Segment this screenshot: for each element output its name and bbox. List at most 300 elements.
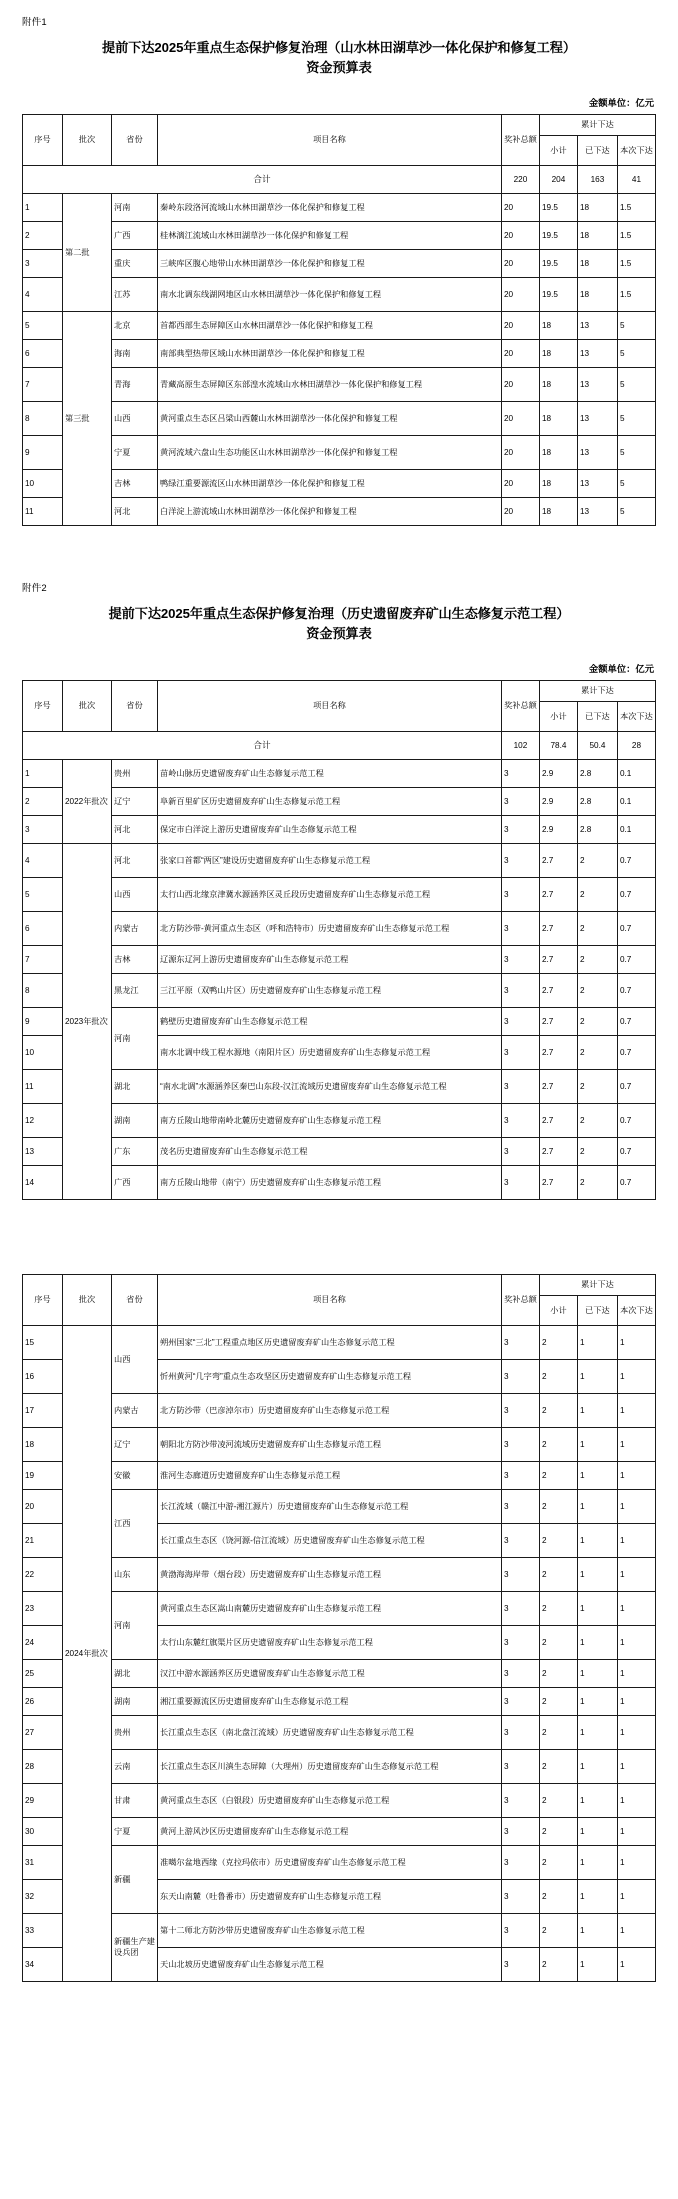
cell-this-time: 1 [617,1591,655,1625]
total-subtotal: 204 [539,165,577,193]
cell-total: 3 [501,1359,539,1393]
cell-already: 1 [577,1523,617,1557]
table-row [23,469,656,497]
cell-total: 3 [501,945,539,973]
cell-batch: 2022年批次 [63,759,112,843]
cell-province: 贵州 [112,1715,158,1749]
cell-this-time: 1 [617,1427,655,1461]
cell-total: 3 [501,1625,539,1659]
total-subtotal: 78.4 [539,731,577,759]
cell-province: 宁夏 [112,1817,158,1845]
cell-subtotal: 18 [539,435,577,469]
cell-project: “南水北调”水源涵养区秦巴山东段-汉江流域历史遗留废弃矿山生态修复示范工程 [158,1069,502,1103]
cell-province: 河南 [112,1591,158,1659]
cell-total: 3 [501,1783,539,1817]
cell-already: 1 [577,1393,617,1427]
cell-province: 青海 [112,367,158,401]
table-row [23,945,656,973]
cell-already: 1 [577,1325,617,1359]
cell-already: 1 [577,1947,617,1981]
cell-already: 2 [577,1035,617,1069]
table-row [23,759,656,787]
cell-subtotal: 2.7 [539,1007,577,1035]
cell-project: 首都西部生态屏障区山水林田湖草沙一体化保护和修复工程 [158,311,502,339]
cell-no: 18 [23,1427,63,1461]
cell-province: 湖北 [112,1659,158,1687]
cell-project: 南水北调东线湖网地区山水林田湖草沙一体化保护和修复工程 [158,277,502,311]
cell-no: 3 [23,249,63,277]
cell-already: 1 [577,1359,617,1393]
cell-project: 茂名历史遗留废弃矿山生态修复示范工程 [158,1137,502,1165]
cell-this-time: 0.7 [617,1165,655,1199]
cell-this-time: 0.7 [617,877,655,911]
table-row [23,221,656,249]
cell-total: 3 [501,1393,539,1427]
cell-this-time: 1 [617,1461,655,1489]
cell-already: 2 [577,911,617,945]
cell-already: 1 [577,1489,617,1523]
table-body-2 [23,731,656,1199]
total-already: 163 [577,165,617,193]
attachment-section-2 [22,566,656,1200]
cell-subtotal: 2.9 [539,787,577,815]
cell-this-time: 1 [617,1523,655,1557]
cell-no: 1 [23,759,63,787]
cell-project: 汉江中游水源涵养区历史遗留废弃矿山生态修复示范工程 [158,1659,502,1687]
cell-no: 22 [23,1557,63,1591]
cell-project: 朔州国家“三北”工程重点地区历史遗留废弃矿山生态修复示范工程 [158,1325,502,1359]
cell-project: 长江重点生态区川滇生态屏障（大理州）历史遗留废弃矿山生态修复示范工程 [158,1749,502,1783]
cell-subtotal: 2 [539,1783,577,1817]
cell-this-time: 0.7 [617,911,655,945]
cell-project: 白洋淀上游流域山水林田湖草沙一体化保护和修复工程 [158,497,502,525]
cell-this-time: 1 [617,1659,655,1687]
cell-province: 吉林 [112,945,158,973]
cell-no: 9 [23,1007,63,1035]
cell-subtotal: 18 [539,339,577,367]
cell-subtotal: 2 [539,1489,577,1523]
col-header-project: 项目名称 [158,680,502,731]
cell-project: 黄河流域六盘山生态功能区山水林田湖草沙一体化保护和修复工程 [158,435,502,469]
unit-note-2: 金额单位：亿元 [588,663,654,674]
cell-no: 31 [23,1845,63,1879]
cell-this-time: 1 [617,1913,655,1947]
page-break-spacer [22,1200,656,1274]
table-row [23,1165,656,1199]
cell-subtotal: 2.7 [539,1165,577,1199]
cell-province: 山西 [112,401,158,435]
col-header-batch: 批次 [63,114,112,165]
table-row [23,1591,656,1625]
cell-total: 3 [501,1715,539,1749]
cell-total: 3 [501,1035,539,1069]
cell-subtotal: 2.7 [539,1035,577,1069]
cell-subtotal: 2.7 [539,945,577,973]
table-header-2 [23,680,656,731]
cell-batch: 2024年批次 [63,1325,112,1981]
cell-total: 3 [501,1845,539,1879]
attachment-section-1 [22,0,656,526]
cell-province: 河北 [112,497,158,525]
cell-project: 第十二师北方防沙带历史遗留废弃矿山生态修复示范工程 [158,1913,502,1947]
cell-province: 河南 [112,1007,158,1069]
cell-this-time: 0.7 [617,973,655,1007]
table-row [23,277,656,311]
table-row [23,1687,656,1715]
cell-already: 2 [577,1007,617,1035]
cell-no: 8 [23,973,63,1007]
cell-already: 13 [577,367,617,401]
cell-this-time: 1 [617,1817,655,1845]
cell-total: 3 [501,1817,539,1845]
attachment-label-1: 附件1 [22,17,47,28]
cell-this-time: 0.7 [617,1069,655,1103]
cell-no: 11 [23,1069,63,1103]
cell-project: 辽源东辽河上游历史遗留废弃矿山生态修复示范工程 [158,945,502,973]
cell-already: 1 [577,1879,617,1913]
cell-no: 7 [23,945,63,973]
cell-subtotal: 2 [539,1591,577,1625]
table-row [23,249,656,277]
cell-subtotal: 2.9 [539,759,577,787]
cell-project: 北方防沙带-黄河重点生态区（呼和浩特市）历史遗留废弃矿山生态修复示范工程 [158,911,502,945]
cell-batch: 2023年批次 [63,843,112,1199]
col-header-this-time: 本次下达 [617,135,655,165]
cell-this-time: 0.7 [617,945,655,973]
cell-no: 16 [23,1359,63,1393]
cell-this-time: 0.7 [617,1035,655,1069]
cell-subtotal: 2 [539,1427,577,1461]
cell-province: 江苏 [112,277,158,311]
cell-batch: 第二批 [63,193,112,311]
cell-no: 34 [23,1947,63,1981]
title-line-2: 资金预算表 [306,626,372,642]
cell-subtotal: 18 [539,469,577,497]
cell-this-time: 1 [617,1325,655,1359]
cell-already: 1 [577,1715,617,1749]
cell-no: 3 [23,815,63,843]
cell-this-time: 0.7 [617,843,655,877]
total-amount: 102 [501,731,539,759]
cell-province: 江西 [112,1489,158,1557]
cell-project: 南部典型热带区域山水林田湖草沙一体化保护和修复工程 [158,339,502,367]
cell-no: 28 [23,1749,63,1783]
cell-already: 1 [577,1687,617,1715]
cell-province: 河北 [112,815,158,843]
cell-province: 辽宁 [112,787,158,815]
cell-already: 13 [577,311,617,339]
col-header-cumulative: 累计下达 [539,1274,655,1295]
cell-total: 3 [501,1165,539,1199]
cell-already: 1 [577,1461,617,1489]
cell-subtotal: 18 [539,401,577,435]
cell-this-time: 0.1 [617,815,655,843]
cell-no: 20 [23,1489,63,1523]
cell-already: 1 [577,1845,617,1879]
cell-this-time: 1 [617,1359,655,1393]
cell-no: 9 [23,435,63,469]
cell-already: 1 [577,1913,617,1947]
cell-already: 18 [577,193,617,221]
cell-already: 1 [577,1783,617,1817]
cell-province: 新疆 [112,1845,158,1913]
cell-subtotal: 2 [539,1557,577,1591]
col-header-cumulative: 累计下达 [539,114,655,135]
cell-subtotal: 2.7 [539,911,577,945]
cell-total: 3 [501,973,539,1007]
cell-already: 18 [577,221,617,249]
cell-already: 2.8 [577,787,617,815]
section-spacer [22,526,656,566]
cell-already: 13 [577,339,617,367]
cell-no: 5 [23,877,63,911]
table-row [23,1393,656,1427]
table-row [23,435,656,469]
col-header-total: 奖补总额 [501,1274,539,1325]
total-label: 合计 [23,731,502,759]
cell-already: 13 [577,469,617,497]
cell-no: 1 [23,193,63,221]
table-body-1 [23,165,656,525]
cell-total: 20 [501,221,539,249]
cell-subtotal: 19.5 [539,193,577,221]
col-header-batch: 批次 [63,1274,112,1325]
table-row [23,1817,656,1845]
table-row [23,367,656,401]
cell-already: 2 [577,843,617,877]
cell-province: 河北 [112,843,158,877]
cell-already: 1 [577,1591,617,1625]
table-row [23,1557,656,1591]
cell-no: 17 [23,1393,63,1427]
cell-this-time: 1.5 [617,249,655,277]
cell-province: 北京 [112,311,158,339]
cell-project: 长江重点生态区（南北盘江流域）历史遗留废弃矿山生态修复示范工程 [158,1715,502,1749]
cell-subtotal: 2 [539,1845,577,1879]
table-row [23,1325,656,1359]
col-header-subtotal: 小计 [539,135,577,165]
table-row [23,973,656,1007]
cell-already: 2.8 [577,815,617,843]
cell-total: 20 [501,311,539,339]
cell-already: 1 [577,1659,617,1687]
table-row [23,1069,656,1103]
cell-total: 3 [501,1749,539,1783]
cell-subtotal: 19.5 [539,277,577,311]
cell-this-time: 1 [617,1879,655,1913]
cell-total: 3 [501,1947,539,1981]
cell-no: 21 [23,1523,63,1557]
table-row [23,311,656,339]
unit-note-1: 金额单位：亿元 [588,97,654,108]
cell-province: 甘肃 [112,1783,158,1817]
cell-no: 6 [23,911,63,945]
cell-total: 3 [501,1523,539,1557]
cell-province: 新疆生产建设兵团 [112,1913,158,1981]
cell-this-time: 1 [617,1947,655,1981]
cell-province: 内蒙古 [112,1393,158,1427]
table-row [23,877,656,911]
table-row [23,1103,656,1137]
total-this-time: 28 [617,731,655,759]
cell-subtotal: 2 [539,1625,577,1659]
cell-total: 3 [501,843,539,877]
cell-project: 太行山西北缘京津冀水源涵养区灵丘段历史遗留废弃矿山生态修复示范工程 [158,877,502,911]
cell-subtotal: 2 [539,1715,577,1749]
cell-this-time: 0.7 [617,1137,655,1165]
cell-subtotal: 2.7 [539,1103,577,1137]
cell-no: 33 [23,1913,63,1947]
col-header-no: 序号 [23,114,63,165]
cell-project: 三峡库区腹心地带山水林田湖草沙一体化保护和修复工程 [158,249,502,277]
table-row [23,843,656,877]
cell-no: 2 [23,787,63,815]
cell-project: 保定市白洋淀上游历史遗留废弃矿山生态修复示范工程 [158,815,502,843]
table-row [23,1659,656,1687]
cell-this-time: 1.5 [617,221,655,249]
cell-already: 13 [577,401,617,435]
cell-province: 安徽 [112,1461,158,1489]
cell-province: 海南 [112,339,158,367]
col-header-no: 序号 [23,680,63,731]
cell-already: 1 [577,1427,617,1461]
cell-no: 32 [23,1879,63,1913]
title-line-1: 提前下达2025年重点生态保护修复治理（山水林田湖草沙一体化保护和修复工程） [102,40,576,55]
cell-this-time: 5 [617,339,655,367]
cell-this-time: 1 [617,1715,655,1749]
col-header-subtotal: 小计 [539,701,577,731]
table-row [23,1749,656,1783]
cell-already: 13 [577,435,617,469]
cell-province: 辽宁 [112,1427,158,1461]
cell-this-time: 1 [617,1687,655,1715]
cell-this-time: 1 [617,1749,655,1783]
table-row [23,1461,656,1489]
cell-subtotal: 2 [539,1359,577,1393]
cell-project: 东天山南麓（吐鲁番市）历史遗留废弃矿山生态修复示范工程 [158,1879,502,1913]
col-header-province: 省份 [112,680,158,731]
cell-total: 3 [501,1557,539,1591]
cell-no: 10 [23,1035,63,1069]
cell-no: 24 [23,1625,63,1659]
cell-total: 3 [501,1489,539,1523]
cell-this-time: 1.5 [617,193,655,221]
col-header-province: 省份 [112,1274,158,1325]
cell-no: 23 [23,1591,63,1625]
cell-this-time: 0.7 [617,1007,655,1035]
col-header-this-time: 本次下达 [617,1295,655,1325]
table-row [23,911,656,945]
cell-this-time: 5 [617,435,655,469]
col-header-batch: 批次 [63,680,112,731]
cell-subtotal: 2.7 [539,1137,577,1165]
cell-this-time: 5 [617,367,655,401]
cell-project: 长江流域（赣江中游-湘江源片）历史遗留废弃矿山生态修复示范工程 [158,1489,502,1523]
cell-no: 11 [23,497,63,525]
cell-no: 12 [23,1103,63,1137]
cell-already: 2 [577,1069,617,1103]
attachment-section-3 [22,1274,656,1982]
cell-this-time: 5 [617,469,655,497]
cell-total: 3 [501,815,539,843]
cell-this-time: 0.1 [617,759,655,787]
cell-total: 3 [501,1591,539,1625]
cell-total: 3 [501,1069,539,1103]
cell-project: 淮河生态廊道历史遗留废弃矿山生态修复示范工程 [158,1461,502,1489]
cell-total: 3 [501,1137,539,1165]
table-row [23,193,656,221]
cell-no: 7 [23,367,63,401]
cell-no: 4 [23,843,63,877]
cell-total: 20 [501,435,539,469]
cell-total: 20 [501,469,539,497]
cell-batch: 第三批 [63,311,112,525]
cell-already: 18 [577,249,617,277]
cell-province: 湖北 [112,1069,158,1103]
table-row [23,1913,656,1947]
table-body-3 [23,1325,656,1981]
cell-subtotal: 18 [539,367,577,401]
cell-already: 1 [577,1625,617,1659]
cell-total: 3 [501,1007,539,1035]
cell-total: 3 [501,911,539,945]
cell-subtotal: 2 [539,1523,577,1557]
cell-total: 3 [501,1461,539,1489]
cell-province: 河南 [112,193,158,221]
cell-no: 8 [23,401,63,435]
cell-subtotal: 2 [539,1461,577,1489]
budget-table-3 [22,1274,656,1982]
document-title-1 [22,30,656,81]
cell-province: 山东 [112,1557,158,1591]
cell-this-time: 5 [617,401,655,435]
bottom-spacer [22,1982,656,1996]
cell-subtotal: 19.5 [539,249,577,277]
col-header-already: 已下达 [577,701,617,731]
cell-total: 3 [501,1879,539,1913]
col-header-province: 省份 [112,114,158,165]
cell-project: 湘江重要源流区历史遗留废弃矿山生态修复示范工程 [158,1687,502,1715]
cell-subtotal: 18 [539,497,577,525]
cell-no: 13 [23,1137,63,1165]
table-row [23,1137,656,1165]
cell-total: 3 [501,1659,539,1687]
cell-this-time: 1 [617,1783,655,1817]
total-row-2 [23,731,656,759]
table-row [23,497,656,525]
cell-already: 2 [577,1165,617,1199]
cell-no: 6 [23,339,63,367]
cell-no: 5 [23,311,63,339]
cell-project: 黄河重点生态区嵩山南麓历史遗留废弃矿山生态修复示范工程 [158,1591,502,1625]
cell-province: 湖南 [112,1687,158,1715]
cell-total: 3 [501,877,539,911]
cell-subtotal: 2 [539,1687,577,1715]
cell-project: 北方防沙带（巴彦淖尔市）历史遗留废弃矿山生态修复示范工程 [158,1393,502,1427]
cell-already: 2 [577,1137,617,1165]
cell-total: 3 [501,787,539,815]
cell-province: 湖南 [112,1103,158,1137]
cell-already: 1 [577,1557,617,1591]
cell-project: 朝阳北方防沙带凌河流域历史遗留废弃矿山生态修复示范工程 [158,1427,502,1461]
col-header-project: 项目名称 [158,1274,502,1325]
cell-already: 1 [577,1817,617,1845]
table-row [23,1715,656,1749]
col-header-cumulative: 累计下达 [539,680,655,701]
cell-total: 20 [501,277,539,311]
cell-already: 2 [577,945,617,973]
cell-total: 3 [501,1427,539,1461]
